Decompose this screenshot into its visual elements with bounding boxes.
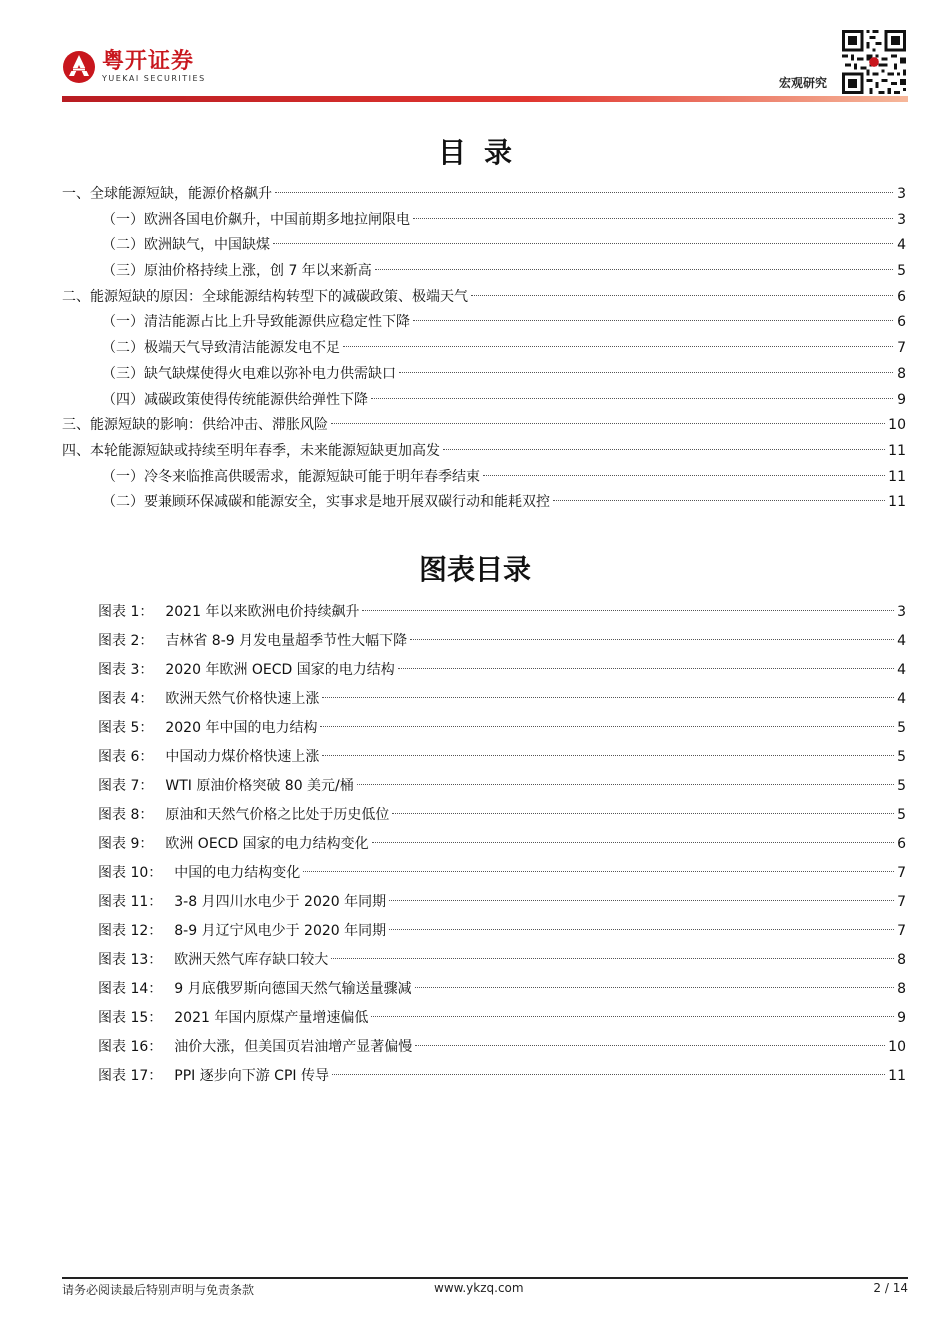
toc-item-text: （二）要兼顾环保减碳和能源安全，实事求是地开展双碳行动和能耗双控: [102, 494, 550, 511]
figure-page: 11: [888, 1068, 906, 1084]
toc-heading: 目录: [437, 136, 530, 169]
toc-item-text: （二）极端天气导致清洁能源发电不足: [102, 340, 340, 357]
figure-label: 图表 8：: [98, 807, 154, 823]
figure-page: 8: [897, 952, 906, 968]
toc-item-page: 8: [897, 365, 906, 382]
figure-page: 8: [897, 981, 906, 997]
dot-leader: [322, 697, 894, 698]
toc-item-text: （四）减碳政策使得传统能源供给弹性下降: [102, 391, 368, 408]
figure-title: 3-8 月四川水电少于 2020 年同期: [174, 894, 387, 910]
figure-title: 中国动力煤价格快速上涨: [165, 749, 320, 765]
toc-item-text: （三）原油价格持续上涨，创 7 年以来新高: [102, 263, 372, 280]
figure-label: 图表 17：: [98, 1068, 163, 1084]
dot-leader: [389, 929, 894, 930]
dot-leader: [443, 449, 885, 450]
qr-code-icon: [842, 30, 906, 94]
toc-item-page: 10: [888, 417, 906, 434]
dot-leader: [273, 243, 893, 244]
figure-label: 图表 11：: [98, 894, 163, 910]
figure-page: 5: [897, 807, 906, 823]
figure-page: 4: [897, 662, 906, 678]
figure-page: 4: [897, 633, 906, 649]
toc-item-page: 9: [897, 391, 906, 408]
figure-label: 图表 5：: [98, 720, 154, 736]
toc-item[interactable]: [62, 439, 906, 465]
figure-page: 10: [888, 1039, 906, 1055]
header-divider: [62, 96, 908, 102]
toc-item[interactable]: [62, 413, 906, 439]
dot-leader: [331, 958, 894, 959]
toc-item-text: 二、能源短缺的原因：全球能源结构转型下的减碳政策、极端天气: [62, 288, 468, 305]
figure-page: 7: [897, 923, 906, 939]
figure-page: 4: [897, 691, 906, 707]
page-header: [0, 0, 950, 104]
figure-page: 7: [897, 865, 906, 881]
figure-label: 图表 15：: [98, 1010, 163, 1026]
figure-label: 图表 1：: [98, 604, 154, 620]
figure-title: 2020 年中国的电力结构: [165, 720, 318, 736]
figure-title: 2021 年以来欧洲电价持续飙升: [165, 604, 360, 620]
figure-item[interactable]: [98, 714, 906, 743]
toc-item-page: 11: [888, 442, 906, 459]
toc-item[interactable]: [62, 336, 906, 362]
toc-item-page: 3: [897, 186, 906, 202]
figure-item[interactable]: [98, 946, 906, 975]
toc-item-text: （一）欧洲各国电价飙升，中国前期多地拉闸限电: [102, 211, 410, 228]
figure-page: 5: [897, 749, 906, 765]
yuekai-logo-icon: [62, 50, 96, 84]
figure-item[interactable]: [98, 975, 906, 1004]
figure-page: 5: [897, 720, 906, 736]
figure-label: 图表 6：: [98, 749, 154, 765]
figure-item[interactable]: [98, 598, 906, 627]
dot-leader: [322, 755, 894, 756]
figure-item[interactable]: [98, 1004, 906, 1033]
dot-leader: [471, 295, 893, 296]
dot-leader: [371, 398, 893, 399]
figure-label: 图表 10：: [98, 865, 163, 881]
dot-leader: [275, 192, 893, 193]
figure-title: 9 月底俄罗斯向德国天然气输送量骤减: [174, 981, 412, 997]
toc-item[interactable]: [62, 310, 906, 336]
table-of-contents: [62, 182, 906, 516]
report-category: 宏观研究: [779, 76, 828, 90]
figure-title: PPI 逐步向下游 CPI 传导: [174, 1068, 329, 1084]
figure-label: 图表 2：: [98, 633, 154, 649]
toc-item[interactable]: [62, 208, 906, 234]
toc-item-text: （一）清洁能源占比上升导致能源供应稳定性下降: [102, 314, 410, 331]
toc-item-page: 7: [897, 340, 906, 357]
figure-item[interactable]: [98, 830, 906, 859]
figure-page: 5: [897, 778, 906, 794]
toc-item[interactable]: [62, 285, 906, 311]
dot-leader: [483, 475, 885, 476]
figure-label: 图表 7：: [98, 778, 154, 794]
figure-title: 欧洲天然气库存缺口较大: [174, 952, 329, 968]
page-footer: [62, 1281, 908, 1301]
figure-title: 中国的电力结构变化: [174, 865, 301, 881]
dot-leader: [332, 1074, 885, 1075]
toc-item-page: 4: [897, 237, 906, 254]
figure-item[interactable]: [98, 1062, 906, 1091]
figure-title: 吉林省 8-9 月发电量超季节性大幅下降: [165, 633, 408, 649]
figure-item[interactable]: [98, 917, 906, 946]
footer-divider: [62, 1277, 908, 1279]
figure-title: WTI 原油价格突破 80 美元/桶: [165, 778, 354, 794]
dot-leader: [371, 1016, 894, 1017]
dot-leader: [553, 500, 885, 501]
page-number: 2 / 14: [873, 1281, 908, 1295]
dot-leader: [398, 668, 894, 669]
toc-item[interactable]: [62, 233, 906, 259]
toc-item-page: 11: [888, 468, 906, 485]
figure-item[interactable]: [98, 772, 906, 801]
dot-leader: [415, 1045, 885, 1046]
dot-leader: [357, 784, 894, 785]
figure-page: 7: [897, 894, 906, 910]
figure-item[interactable]: [98, 743, 906, 772]
figure-label: 图表 13：: [98, 952, 163, 968]
figure-title: 欧洲 OECD 国家的电力结构变化: [165, 836, 369, 852]
toc-item-page: 6: [897, 314, 906, 331]
figure-page: 9: [897, 1010, 906, 1026]
figure-list: [98, 598, 906, 1091]
figure-item[interactable]: [98, 1033, 906, 1062]
toc-item-page: 11: [888, 494, 906, 511]
toc-item-text: 三、能源短缺的影响：供给冲击、滞胀风险: [62, 417, 328, 434]
toc-item-page: 5: [897, 263, 906, 280]
website-link[interactable]: www.ykzq.com: [434, 1281, 524, 1295]
dot-leader: [410, 639, 894, 640]
toc-item[interactable]: [62, 465, 906, 491]
brand-name-en: YUEKAI SECURITIES: [102, 74, 206, 83]
toc-item-text: 四、本轮能源短缺或持续至明年春季，未来能源短缺更加高发: [62, 442, 440, 459]
toc-item-page: 3: [897, 211, 906, 228]
toc-item[interactable]: [62, 490, 906, 516]
disclaimer-notice: 请务必阅读最后特别声明与免责条款: [62, 1283, 255, 1297]
figure-title: 8-9 月辽宁风电少于 2020 年同期: [174, 923, 387, 939]
dot-leader: [331, 423, 885, 424]
figure-label: 图表 12：: [98, 923, 163, 939]
toc-item-text: （一）冷冬来临推高供暖需求，能源短缺可能于明年春季结束: [102, 468, 480, 485]
dot-leader: [413, 320, 893, 321]
figure-item[interactable]: [98, 656, 906, 685]
dot-leader: [372, 842, 894, 843]
dot-leader: [320, 726, 894, 727]
figure-title: 油价大涨，但美国页岩油增产显著偏慢: [174, 1039, 413, 1055]
figure-label: 图表 9：: [98, 836, 154, 852]
figure-item[interactable]: [98, 801, 906, 830]
dot-leader: [413, 218, 893, 219]
dot-leader: [362, 610, 894, 611]
figure-title: 2021 年国内原煤产量增速偏低: [174, 1010, 369, 1026]
figure-item[interactable]: [98, 627, 906, 656]
figure-item[interactable]: [98, 859, 906, 888]
toc-item-text: （三）缺气缺煤使得火电难以弥补电力供需缺口: [102, 365, 396, 382]
dot-leader: [392, 813, 894, 814]
dot-leader: [415, 987, 894, 988]
toc-item[interactable]: [62, 259, 906, 285]
toc-item[interactable]: [62, 182, 906, 208]
figure-item[interactable]: [98, 888, 906, 917]
dot-leader: [399, 372, 893, 373]
dot-leader: [389, 900, 894, 901]
figure-label: 图表 14：: [98, 981, 163, 997]
figure-label: 图表 4：: [98, 691, 154, 707]
figure-item[interactable]: [98, 685, 906, 714]
toc-item[interactable]: [62, 388, 906, 414]
dot-leader: [303, 871, 894, 872]
figure-list-heading: 图表目录: [418, 553, 531, 586]
figure-title: 2020 年欧洲 OECD 国家的电力结构: [165, 662, 395, 678]
toc-item[interactable]: [62, 362, 906, 388]
brand-name-cn: 粤开证券: [102, 49, 195, 74]
toc-item-page: 6: [897, 288, 906, 305]
dot-leader: [375, 269, 893, 270]
toc-item-text: 一、全球能源短缺，能源价格飙升: [62, 186, 272, 202]
figure-title: 欧洲天然气价格快速上涨: [165, 691, 320, 707]
figure-title: 原油和天然气价格之比处于历史低位: [165, 807, 390, 823]
figure-page: 6: [897, 836, 906, 852]
dot-leader: [343, 346, 893, 347]
company-logo: [62, 50, 206, 84]
figure-label: 图表 3：: [98, 662, 154, 678]
figure-page: 3: [897, 604, 906, 620]
toc-item-text: （二）欧洲缺气，中国缺煤: [102, 237, 270, 254]
figure-label: 图表 16：: [98, 1039, 163, 1055]
